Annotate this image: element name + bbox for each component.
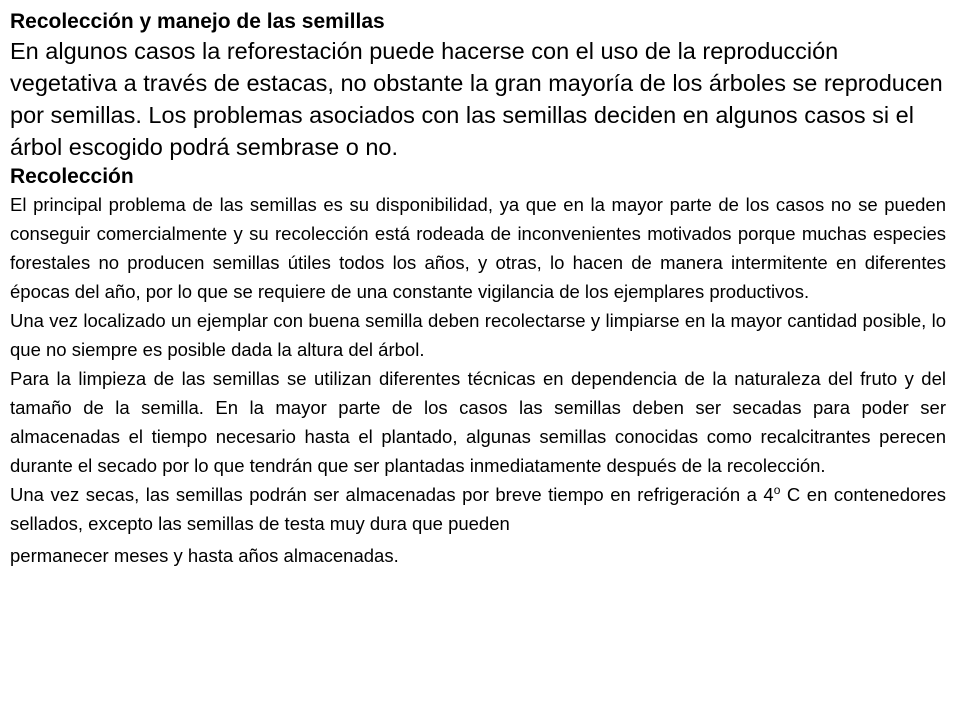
intro-paragraph: En algunos casos la reforestación puede hacerse con el uso de la reproducción vegetativa a través de estacas, no obstante la gran mayoría de los árboles se reproducen por semillas. Los problemas asociados con las semillas deciden en algunos casos si el árbol escogido podrá sembrase o no.	[10, 38, 943, 160]
paragraph-4-text: Una vez secas, las semillas podrán ser almacenadas por breve tiempo en refrigeración a 4	[10, 484, 774, 505]
slide-content	[10, 8, 946, 570]
body-paragraph-2: Una vez localizado un ejemplar con buena semilla deben recolectarse y limpiarse en la mayor cantidad posible, lo que no siempre es posible dada la altura del árbol.	[10, 310, 946, 360]
body-paragraph-1: El principal problema de las semillas es su disponibilidad, ya que en la mayor parte de los casos no se pueden conseguir comercialmente y su recolección está rodeada de inconvenientes motivados porque muchas especies forestales no producen semillas útiles todos los años, y otras, lo hacen de manera intermitente en diferentes épocas del año, por lo que se requiere de una constante vigilancia de los ejemplares productivos.	[10, 194, 946, 302]
degree-superscript: o	[773, 483, 781, 497]
paragraph-4-last-line: permanecer meses y hasta años almacenadas.	[10, 545, 399, 566]
section-title: Recolección	[10, 165, 134, 188]
body-paragraph-4	[10, 480, 946, 570]
body-paragraph-3: Para la limpieza de las semillas se utilizan diferentes técnicas en dependencia de la naturaleza del fruto y del tamaño de la semilla. En la mayor parte de los casos las semillas deben ser secadas para poder ser almacenadas el tiempo necesario hasta el plantado, algunas semillas conocidas como recalcitrantes perecen durante el secado por lo que tendrán que ser plantadas inmediatamente después de la recolección.	[10, 368, 946, 476]
paragraph-4-text-continued: C en contenedores sellados, excepto las semillas de testa muy dura que pueden	[10, 484, 946, 534]
page-title: Recolección y manejo de las semillas	[10, 10, 385, 33]
